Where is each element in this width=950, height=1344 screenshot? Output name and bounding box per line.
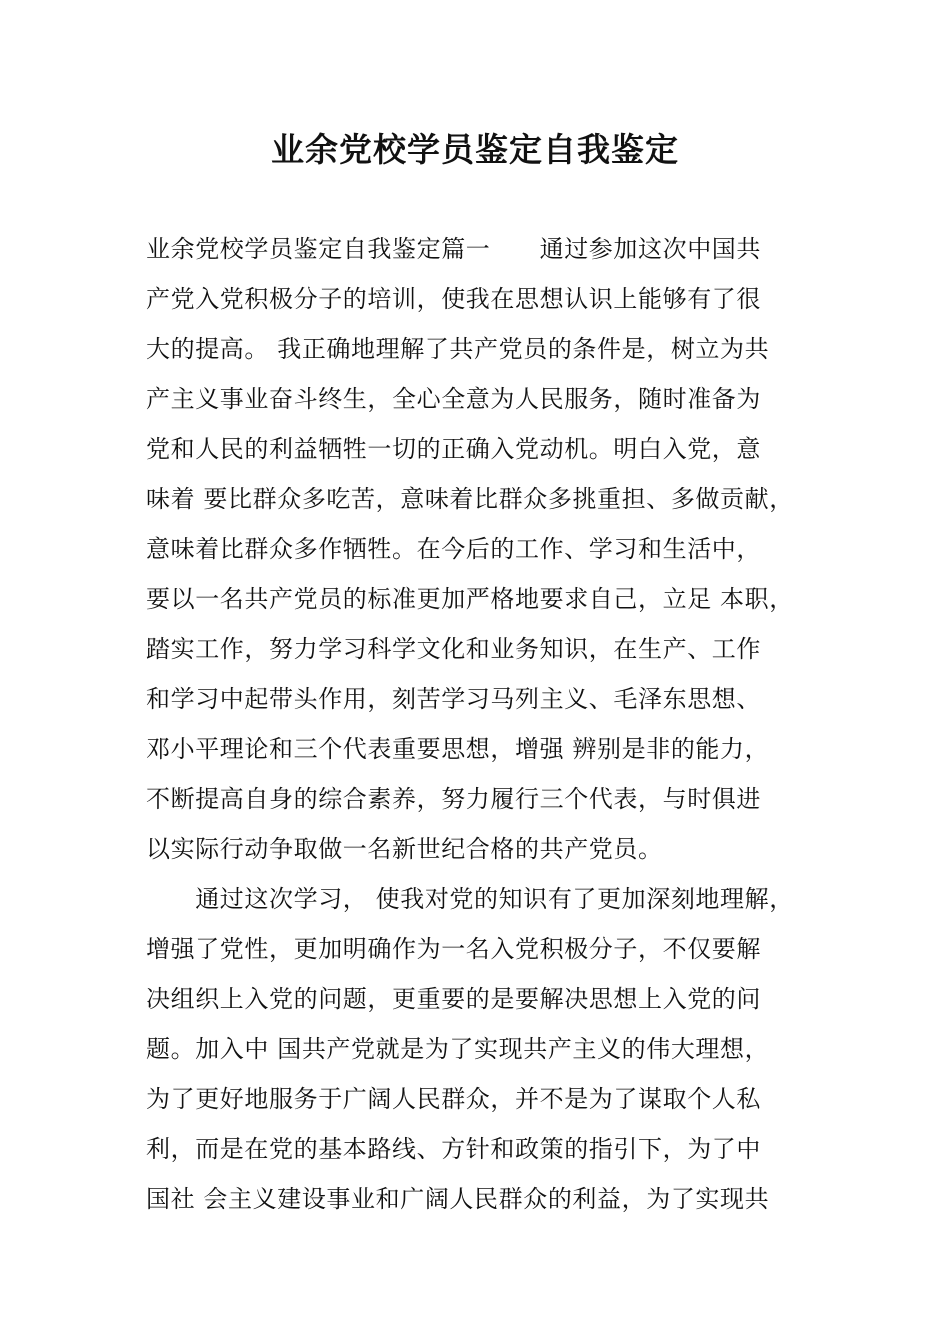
body-line-15: 增强了党性，更加明确作为一名入党积极分子，不仅要解 <box>146 935 761 963</box>
body-line-16: 决组织上入党的问题，更重要的是要解决思想上入党的问 <box>146 985 761 1013</box>
body-line-9: 踏实工作，努力学习科学文化和业务知识，在生产、工作 <box>146 635 761 663</box>
body-line-3: 大的提高。 我正确地理解了共产党员的条件是，树立为共 <box>146 335 770 363</box>
body-line-10: 和学习中起带头作用，刻苦学习马列主义、毛泽东思想、 <box>146 685 761 713</box>
body-line-19: 利，而是在党的基本路线、方针和政策的指引下，为了中 <box>146 1135 761 1163</box>
body-line-2: 产党入党积极分子的培训，使我在思想认识上能够有了很 <box>146 285 761 313</box>
body-line-4: 产主义事业奋斗终生，全心全意为人民服务，随时准备为 <box>146 385 761 413</box>
body-line-12: 不断提高自身的综合素养，努力履行三个代表，与时俱进 <box>146 785 761 813</box>
body-line-14: 通过这次学习， 使我对党的知识有了更加深刻地理解， <box>146 885 794 913</box>
body-line-20: 国社 会主义建设事业和广阔人民群众的利益，为了实现共 <box>146 1185 770 1213</box>
body-line-11: 邓小平理论和三个代表重要思想，增强 辨别是非的能力， <box>146 735 770 763</box>
body-line-13: 以实际行动争取做一名新世纪合格的共产党员。 <box>146 835 663 863</box>
body-line-17: 题。加入中 国共产党就是为了实现共产主义的伟大理想， <box>146 1035 770 1063</box>
body-line-8: 要以一名共产党员的标准更加严格地要求自己，立足 本职， <box>146 585 794 613</box>
body-line-1: 业余党校学员鉴定自我鉴定篇一 通过参加这次中国共 <box>146 235 761 263</box>
body-line-18: 为了更好地服务于广阔人民群众，并不是为了谋取个人私 <box>146 1085 761 1113</box>
document-title: 业余党校学员鉴定自我鉴定 <box>271 130 679 169</box>
body-line-5: 党和人民的利益牺牲一切的正确入党动机。明白入党，意 <box>146 435 761 463</box>
body-line-7: 意味着比群众多作牺牲。在今后的工作、学习和生活中， <box>146 535 761 563</box>
body-line-6: 味着 要比群众多吃苦，意味着比群众多挑重担、多做贡献， <box>146 485 794 513</box>
